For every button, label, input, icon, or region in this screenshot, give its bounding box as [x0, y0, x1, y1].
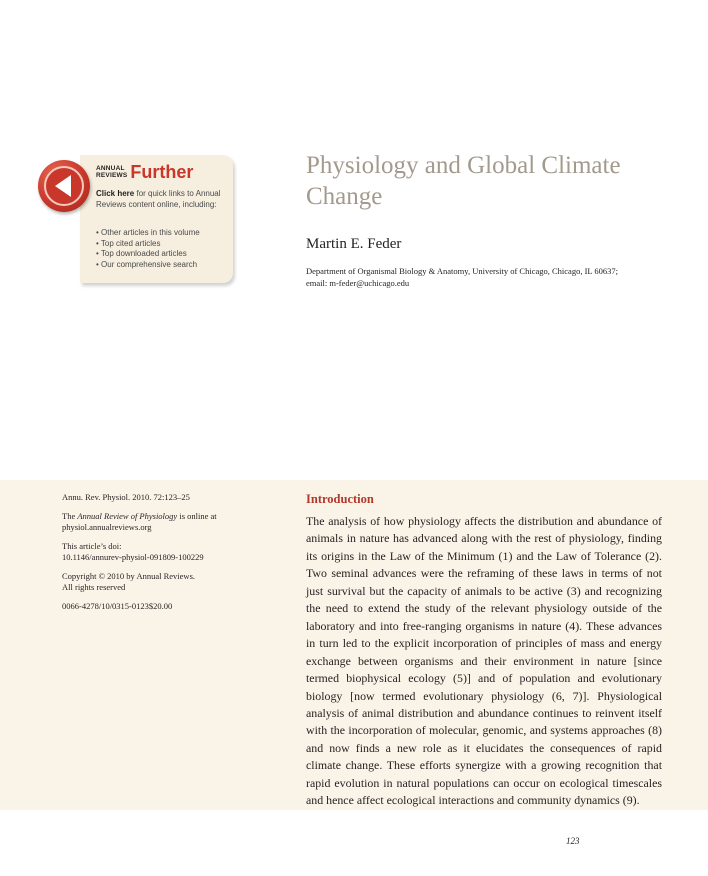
logo-line-2: REVIEWS — [96, 172, 128, 179]
rights: All rights reserved — [62, 582, 126, 592]
article-metadata — [62, 492, 262, 619]
further-title: Further — [130, 162, 194, 182]
copyright: Copyright © 2010 by Annual Reviews. — [62, 570, 196, 581]
left-triangle-icon — [55, 175, 71, 197]
further-link-other-articles[interactable]: • Other articles in this volume — [96, 228, 231, 239]
page-number: 123 — [566, 836, 580, 846]
citation: Annu. Rev. Physiol. 2010. 72:123–25 — [62, 492, 190, 502]
doi-block — [62, 541, 262, 564]
further-link-top-cited[interactable]: • Top cited articles — [96, 239, 231, 250]
online-pre: The — [62, 510, 78, 521]
further-links-list — [96, 228, 231, 270]
back-arrow-icon[interactable] — [38, 160, 90, 212]
article-author: Martin E. Feder — [306, 236, 402, 252]
introduction-paragraph: The analysis of how physiology affects the distribution and abundance of animals in nature has advanced along with the rest of physiology, finding its origins in the Law of the Minimum (1) and the Law of Tolerance (2). Two seminal advances were the reframing of these laws in terms of not just survival but the capacity of animals to be active (3) and recognizing the need to extend the study of the relevant physiology outside of the laboratory and into free-ranging organisms in nature (4). These advances in turn led to the explicit incorporation of principles of mass and energy exchange between organisms and their environment in nature [since termed biophysical ecology (5)] and of population and evolutionary biology [now termed evolutionary physiology (6, 7)]. Physiological analysis of animal distribution and abundance continues to reinvent itself with the incorporation of molecular, genomic, and systems approaches (8) and now finds a new role as it elucidates the consequences of rapid climate change. These efforts synergize with a growing recognition that rapid evolution in natural populations can occur on ecological timescales and hence affect ecological interactions and community dynamics (9). — [306, 514, 662, 808]
article-title: Physiology and Global Climate Change — [306, 152, 621, 210]
doi-value[interactable]: 10.1146/annurev-physiol-091809-100229 — [62, 552, 204, 562]
logo-line-1: ANNUAL — [96, 165, 125, 172]
further-description-text: for quick links to Annual Reviews content online, including: — [96, 189, 221, 209]
further-link-search[interactable]: • Our comprehensive search — [96, 260, 231, 271]
author-affiliation — [306, 265, 686, 289]
journal-name: Annual Review of Physiology — [77, 510, 178, 521]
copyright-block — [62, 571, 262, 594]
further-header — [96, 163, 193, 181]
online-post: is online at physiol.annualreviews.org — [62, 510, 217, 532]
affiliation-text: Department of Organismal Biology & Anatomy, University of Chicago, Chicago, IL 60637; — [306, 266, 619, 276]
further-description — [96, 189, 231, 210]
issn-code: 0066-4278/10/0315-0123$20.00 — [62, 600, 173, 611]
section-heading-introduction: Introduction — [306, 492, 374, 506]
author-email[interactable]: email: m-feder@uchicago.edu — [306, 278, 410, 288]
annual-reviews-logo — [96, 165, 127, 179]
further-link-top-downloaded[interactable]: • Top downloaded articles — [96, 249, 231, 260]
back-arrow-ring — [44, 166, 84, 206]
click-here-link[interactable]: Click here — [96, 189, 135, 198]
online-notice — [62, 511, 262, 534]
doi-label: This article’s doi: — [62, 540, 122, 551]
